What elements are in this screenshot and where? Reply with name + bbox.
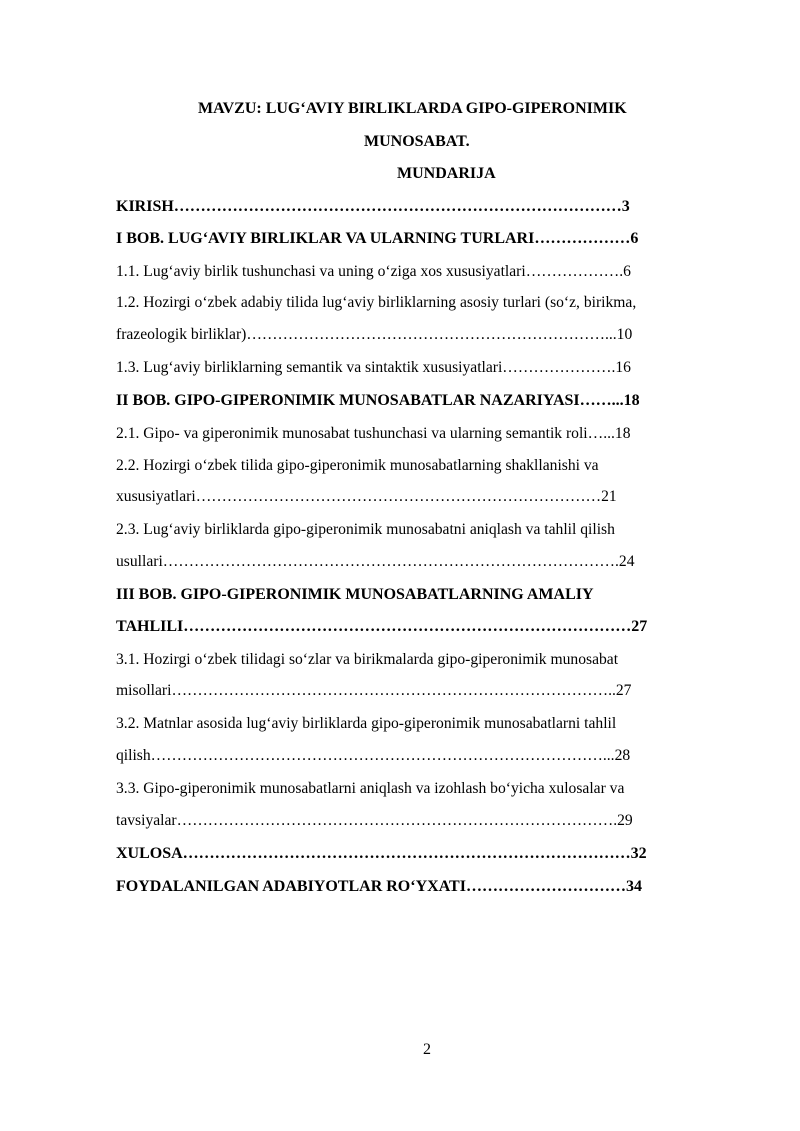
toc-entry-chapter-3-line-1: III BOB. GIPO-GIPERONIMIK MUNOSABATLARNING AMALIY — [116, 586, 594, 603]
toc-entry-introduction: KIRISH…………………………………………………………………………3 — [116, 198, 630, 215]
toc-entry-section-1-3: 1.3. Lug‘aviy birliklarning semantik va sintaktik xususiyatlari………………….16 — [116, 359, 631, 376]
toc-entry-section-3-2-line-2: qilish……………………………………………………………………………...28 — [116, 747, 631, 764]
document-title-line-1: MAVZU: LUG‘AVIY BIRLIKLARDA GIPO-GIPERONIMIK — [198, 100, 627, 117]
toc-entry-section-2-2-line-1: 2.2. Hozirgi o‘zbek tilida gipo-giperonimik munosabatlarning shakllanishi va — [116, 457, 599, 474]
toc-entry-chapter-3-line-2: TAHLILI…………………………………………………………………………27 — [116, 618, 648, 635]
toc-entry-chapter-1: I BOB. LUG‘AVIY BIRLIKLAR VA ULARNING TURLARI………………6 — [116, 230, 639, 247]
toc-entry-section-3-3-line-1: 3.3. Gipo-giperonimik munosabatlarni aniqlash va izohlash bo‘yicha xulosalar va — [116, 780, 625, 797]
page-number: 2 — [423, 1041, 431, 1058]
toc-entry-section-2-3-line-2: usullari…………………………………………………………………………….24 — [116, 553, 635, 570]
toc-entry-section-3-1-line-2: misollari…………………………………………………………………………..27 — [116, 682, 632, 699]
toc-entry-section-1-2-line-1: 1.2. Hozirgi o‘zbek adabiy tilida lug‘aviy birliklarning asosiy turlari (so‘z, birikma, — [116, 294, 637, 311]
toc-entry-section-3-2-line-1: 3.2. Matnlar asosida lug‘aviy birliklarda gipo-giperonimik munosabatlarni tahlil — [116, 715, 617, 732]
document-title-line-2: MUNOSABAT. — [364, 133, 470, 150]
toc-entry-section-1-1: 1.1. Lug‘aviy birlik tushunchasi va uning o‘ziga xos xususiyatlari……………….6 — [116, 263, 631, 280]
toc-entry-conclusion: XULOSA…………………………………………………………………………32 — [116, 845, 647, 862]
toc-entry-section-2-1: 2.1. Gipo- va giperonimik munosabat tushunchasi va ularning semantik roli…...18 — [116, 425, 631, 442]
toc-entry-section-2-3-line-1: 2.3. Lug‘aviy birliklarda gipo-giperonimik munosabatni aniqlash va tahlil qilish — [116, 521, 615, 538]
toc-entry-chapter-2: II BOB. GIPO-GIPERONIMIK MUNOSABATLAR NAZARIYASI……...18 — [116, 392, 640, 409]
contents-heading: MUNDARIJA — [397, 165, 496, 182]
toc-entry-section-3-3-line-2: tavsiyalar………………………………………………………………………….29 — [116, 812, 633, 829]
toc-entry-section-1-2-line-2: frazeologik birliklar)……………………………………………………………...10 — [116, 326, 633, 343]
toc-entry-references: FOYDALANILGAN ADABIYOTLAR RO‘YXATI…………………………34 — [116, 878, 642, 895]
toc-entry-section-2-2-line-2: xususiyatlari……………………………………………………………………21 — [116, 488, 617, 505]
toc-entry-section-3-1-line-1: 3.1. Hozirgi o‘zbek tilidagi so‘zlar va birikmalarda gipo-giperonimik munosabat — [116, 651, 619, 668]
